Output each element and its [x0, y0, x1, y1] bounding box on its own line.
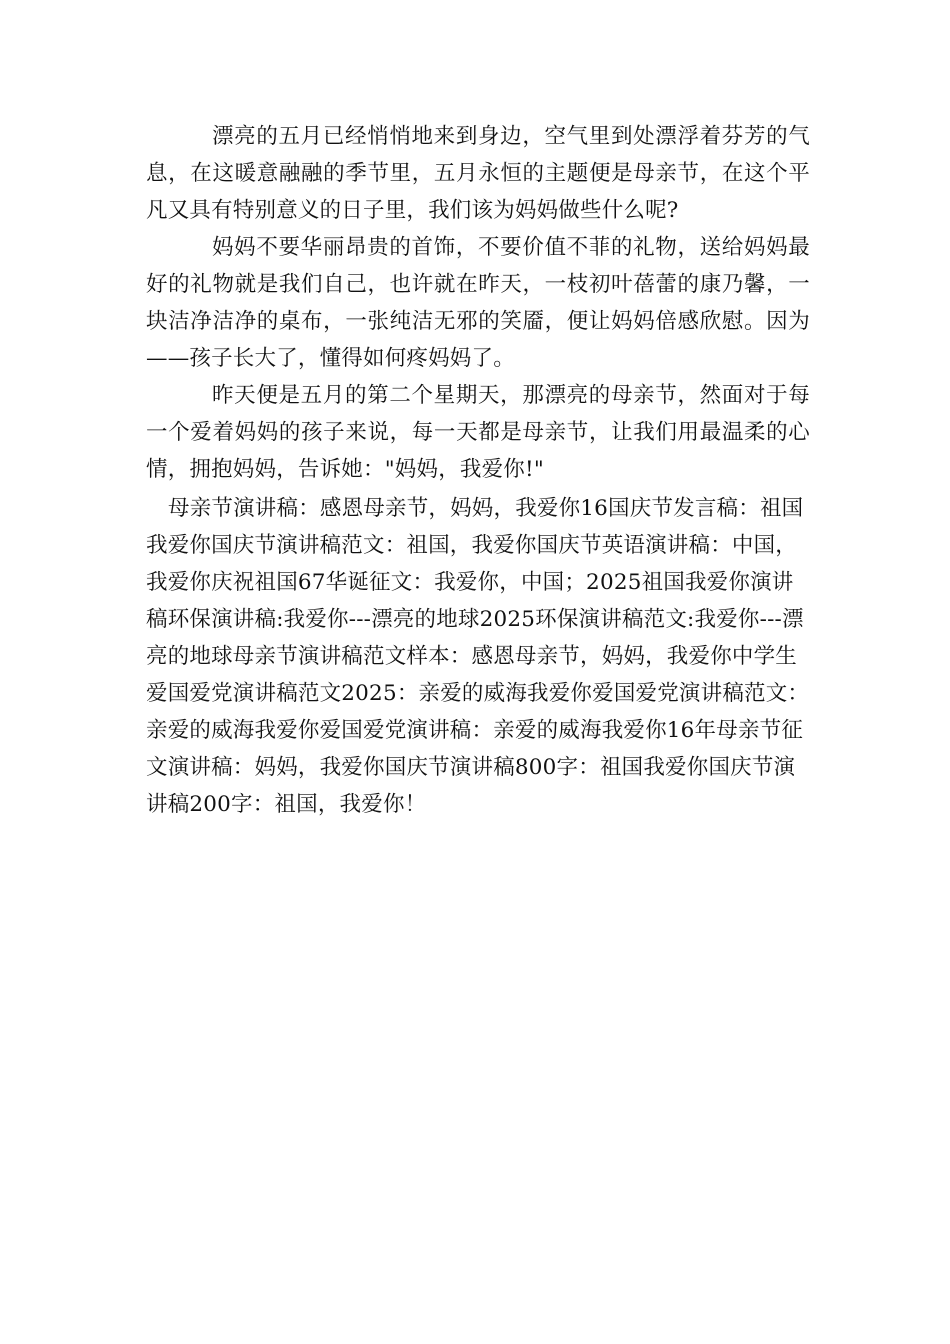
article-body — [146, 118, 810, 823]
paragraph-1: 漂亮的五月已经悄悄地来到身边，空气里到处漂浮着芬芳的气息，在这暖意融融的季节里，五月永恒的主题便是母亲节，在这个平凡又具有特别意义的日子里，我们该为妈妈做些什么呢? — [146, 124, 810, 223]
paragraph-2: 妈妈不要华丽昂贵的首饰，不要价值不菲的礼物，送给妈妈最好的礼物就是我们自己，也许就在昨天，一枝初叶蓓蕾的康乃馨，一块洁净洁净的桌布，一张纯洁无邪的笑靥，便让妈妈倍感欣慰。因为——孩子长大了，懂得如何疼妈妈了。 — [146, 235, 810, 371]
related-articles-text: 母亲节演讲稿：感恩母亲节，妈妈，我爱你16国庆节发言稿：祖国我爱你国庆节演讲稿范文：祖国，我爱你国庆节英语演讲稿：中国，我爱你庆祝祖国67华诞征文：我爱你，中国；2025祖国我爱你演讲稿环保演讲稿:我爱你---漂亮的地球2025环保演讲稿范文:我爱你---漂亮的地球母亲节演讲稿范文样本：感恩母亲节，妈妈，我爱你中学生爱国爱党演讲稿范文2025：亲爱的威海我爱你爱国爱党演讲稿范文：亲爱的威海我爱你爱国爱党演讲稿：亲爱的威海我爱你16年母亲节征文演讲稿：妈妈，我爱你国庆节演讲稿800字：祖国我爱你国庆节演讲稿200字：祖国，我爱你！ — [146, 496, 810, 817]
paragraph-3: 昨天便是五月的第二个星期天，那漂亮的母亲节，然面对于每一个爱着妈妈的孩子来说，每一天都是母亲节，让我们用最温柔的心情，拥抱妈妈，告诉她："妈妈，我爱你!" — [146, 383, 810, 482]
